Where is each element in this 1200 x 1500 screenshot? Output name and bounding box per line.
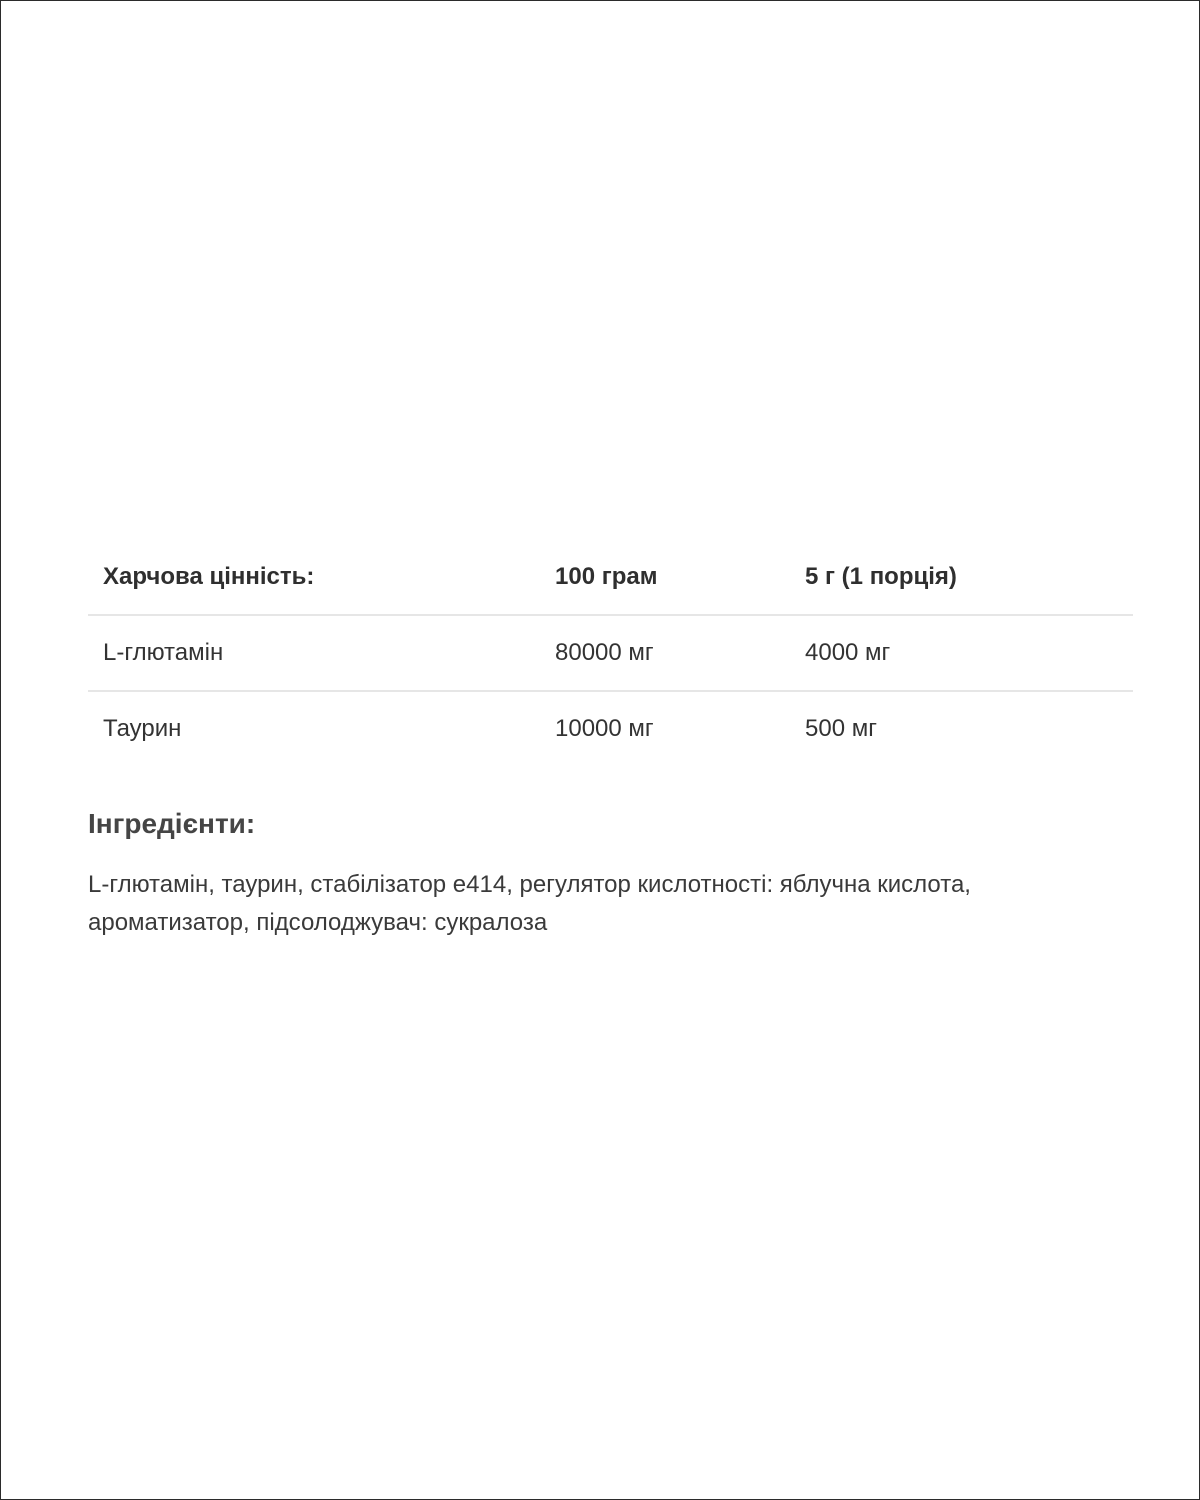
header-per-serving: 5 г (1 порція) (805, 563, 957, 590)
row-value-per-100g: 80000 мг (555, 615, 805, 691)
header-per-100g: 100 грам (555, 563, 658, 590)
row-nutrient-name: L-глютамін (88, 615, 555, 691)
header-nutrition-value: Харчова цінність: (103, 563, 315, 590)
row-nutrient-name: Таурин (88, 691, 555, 766)
row-value-per-100g: 10000 мг (555, 691, 805, 766)
row-value-per-serving: 4000 мг (805, 615, 1133, 691)
ingredients-text: L-глютамін, таурин, стабілізатор е414, регулятор кислотності: яблучна кислота, ароматизатор, підсолоджувач: сукралоза (88, 871, 971, 936)
table-row (88, 691, 1133, 766)
table-header-row (88, 540, 1133, 615)
nutrition-table (88, 540, 1133, 766)
table-row (88, 615, 1133, 691)
row-value-per-serving: 500 мг (805, 691, 1133, 766)
ingredients-heading: Інгредієнти: (88, 808, 256, 839)
